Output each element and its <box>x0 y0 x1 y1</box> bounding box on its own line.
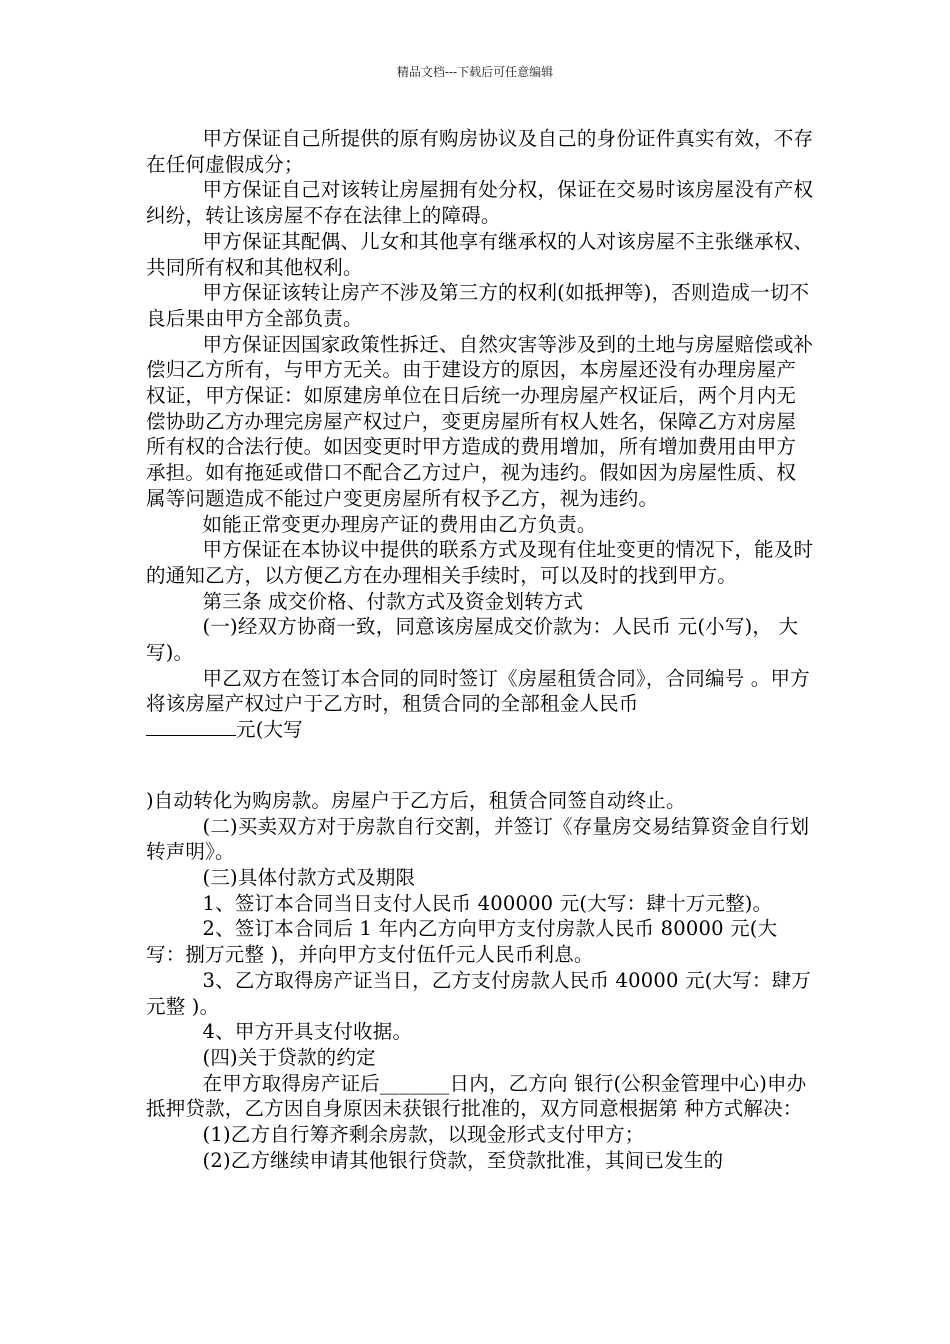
loan-suffix: 日内，乙方向 银行(公积金管理中心)申办抵押贷款，乙方因自身原因未获银行批准的，双方同意根据第 种方式解决： <box>146 1071 807 1121</box>
paragraph: )自动转化为购房款。房屋户于乙方后，租赁合同签自动终止。 <box>146 788 686 812</box>
paragraph: 甲方保证自己对该转让房屋拥有处分权，保证在交易时该房屋没有产权纠纷，转让该房屋不存在法律上的障碍。 <box>146 178 814 228</box>
document-body <box>146 126 814 1173</box>
blank-suffix: 元(大写 <box>236 718 303 742</box>
option-item: (1)乙方自行筹齐剩余房款，以现金形式支付甲方； <box>202 1123 645 1147</box>
paragraph: 甲方保证因国家政策性拆迁、自然灾害等涉及到的土地与房屋赔偿或补偿归乙方所有，与甲方无关。由于建设方的原因，本房屋还没有办理房屋产权证，甲方保证：如原建房单位在日后统一办理房屋产权证后，两个月内无偿协助乙方办理完房屋产权过户，变更房屋所有权人姓名，保障乙方对房屋所有权的合法行使。如因变更时甲方造成的费用增加，所有增加费用由甲方承担。如有拖延或借口不配合乙方过户，视为违约。假如因为房屋性质、权属等问题造成不能过户变更房屋所有权予乙方，视为违约。 <box>146 332 814 510</box>
option-item: (2)乙方继续申请其他银行贷款，至贷款批准，其间已发生的 <box>202 1148 724 1172</box>
paragraph: (二)买卖双方对于房款自行交割，并签订《存量房交易结算资金自行划转声明》。 <box>146 814 810 864</box>
loan-prefix: 在甲方取得房产证后 <box>202 1071 380 1095</box>
payment-item: 3、乙方取得房产证当日，乙方支付房款人民币 40000 元(大写：肆万元整 )。 <box>146 968 811 1018</box>
loan-blank: _______ <box>379 1071 450 1095</box>
blank-field <box>146 717 236 736</box>
payment-item: 1、签订本合同当日支付人民币 400000 元(大写：肆十万元整)。 <box>202 891 773 915</box>
paragraph: 甲乙双方在签订本合同的同时签订《房屋租赁合同》，合同编号 。甲方将该房屋产权过户于乙方时，租赁合同的全部租金人民币 <box>146 666 810 716</box>
paragraph: 甲方保证自己所提供的原有购房协议及自己的身份证件真实有效，不存在任何虚假成分； <box>146 127 814 176</box>
blank-line <box>146 717 814 743</box>
subheading: (三)具体付款方式及期限 <box>202 865 416 889</box>
paragraph: 甲方保证在本协议中提供的联系方式及现有住址变更的情况下，能及时的通知乙方，以方便乙方在办理相关手续时，可以及时的找到甲方。 <box>146 538 814 587</box>
paragraph: 如能正常变更办理房产证的费用由乙方负责。 <box>202 512 597 536</box>
paragraph: (一)经双方协商一致，同意该房屋成交价款为：人民币 元(小写)， 大写)。 <box>146 615 799 665</box>
loan-paragraph <box>146 1071 814 1122</box>
section-heading: 第三条 成交价格、付款方式及资金划转方式 <box>202 589 584 613</box>
page-header: 精品文档---下载后可任意编辑 <box>396 65 554 79</box>
payment-item: 4、甲方开具支付收据。 <box>202 1020 413 1044</box>
payment-item: 2、签订本合同后 1 年内乙方向甲方支付房款人民币 80000 元(大写：捌万元整 )，并向甲方支付伍仟元人民币利息。 <box>146 917 778 967</box>
paragraph: 甲方保证该转让房产不涉及第三方的权利(如抵押等)，否则造成一切不良后果由甲方全部负责。 <box>146 281 810 330</box>
spacer <box>146 743 814 788</box>
subheading: (四)关于贷款的约定 <box>202 1045 376 1069</box>
paragraph: 甲方保证其配偶、儿女和其他享有继承权的人对该房屋不主张继承权、共同所有权和其他权利。 <box>146 229 814 279</box>
